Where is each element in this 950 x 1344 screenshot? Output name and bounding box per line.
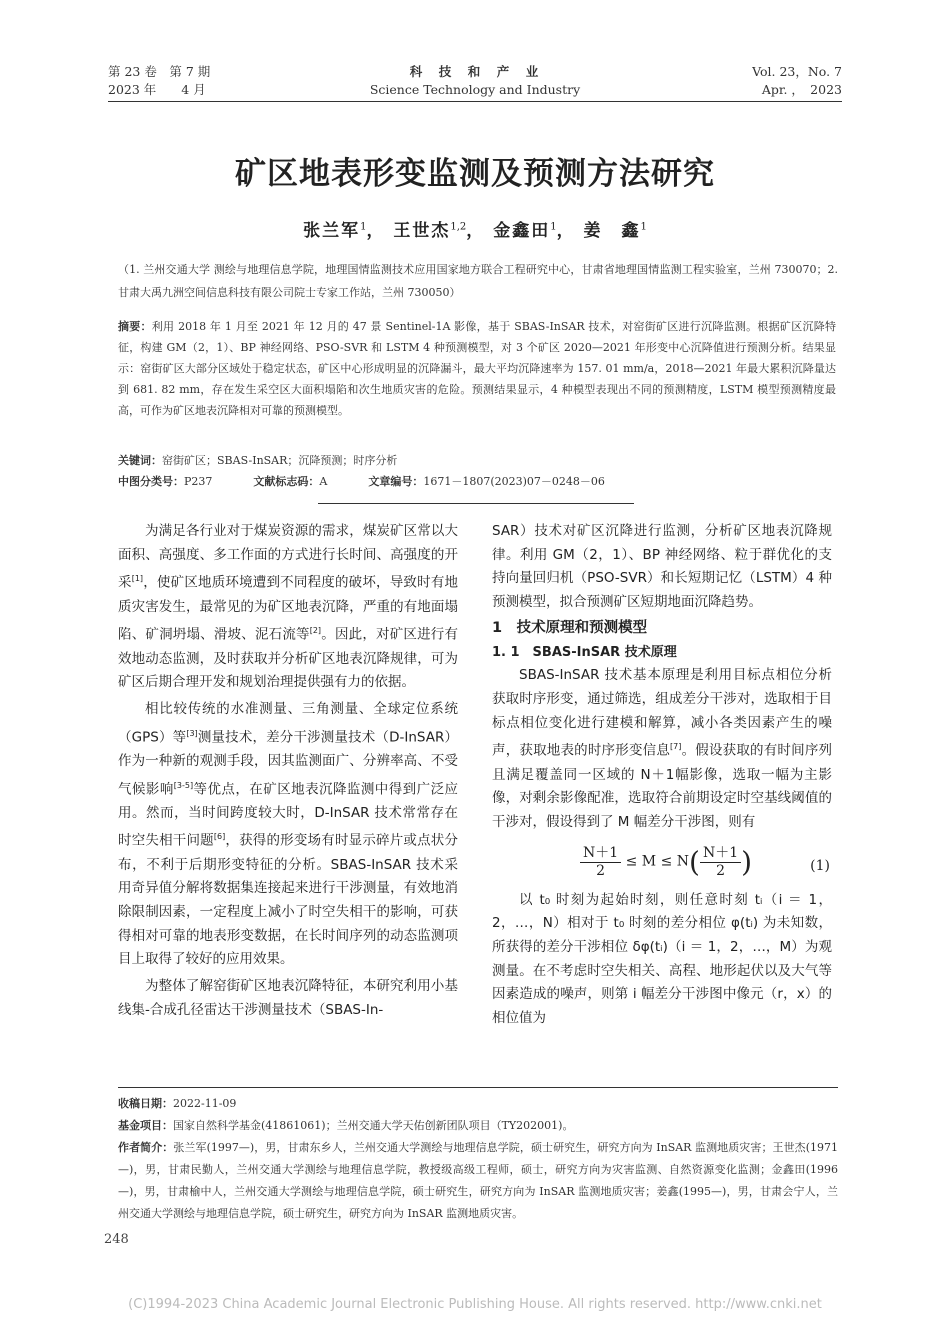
citation-ref: [1]	[131, 574, 144, 584]
body-paragraph	[118, 520, 458, 695]
author-name: 王世杰	[393, 221, 451, 241]
body-paragraph	[492, 520, 832, 615]
clc-label: 中图分类号：	[118, 475, 184, 488]
journal-name-en: Science Technology and Industry	[369, 82, 581, 97]
text-run: SAR）技术对矿区沉降进行监测，分析矿区地表沉降规律。利用 GM（2，1）、BP 神经网络、粒于群优化的支持向量回归机（PSO-SVR）和长短期记忆（LSTM）4 种预测模型，拟合预测矿区短期地面沉降趋势。	[492, 523, 832, 611]
text-run: ，使矿区地质环境遭到不同程度的破坏，导致时有地质灾害发生，最常见的为矿区地表沉降，严重的有地面塌陷、矿洞坍塌、滑坡、泥石流等	[118, 574, 459, 643]
bio-label: 作者简介：	[118, 1141, 174, 1154]
left-column	[118, 520, 458, 1023]
clc-value: P237	[184, 475, 213, 488]
equation-1	[492, 839, 832, 889]
text-run: 等优点，在矿区地表沉降监测中得到广泛应用。然而，当时间跨度较大时，D-InSAR 技术常常存在时空失相干问题	[118, 781, 459, 849]
bio-value: 张兰军(1997—)，男，甘肃东乡人，兰州交通大学测绘与地理信息学院，硕士研究生，研究方向为 InSAR 监测地质灾害；王世杰(1971—)，男，甘肃民勤人，兰州交通大学测绘与地理信息学院，教授级高级工程师，硕士，研究方向为灾害监测、自然资源变化监测；金鑫田(1996—)，男，甘肃榆中人，兰州交通大学测绘与地理信息学院，硕士研究生，研究方向为 InSAR 监测地质灾害；姜鑫(1995—)，男，甘肃会宁人，兰州交通大学测绘与地理信息学院，硕士研究生，研究方向为 InSAR 监测地质灾害。	[118, 1141, 839, 1220]
author-affil-mark: 1	[640, 221, 647, 233]
abstract-label: 摘要：	[118, 320, 152, 333]
received-label: 收稿日期：	[118, 1097, 173, 1110]
footnote-rule	[118, 1087, 838, 1088]
journal-name-cn: 科 技 和 产 业	[409, 64, 541, 79]
text-run: 。假设获取的有时间序列且满足覆盖同一区域的 N＋1幅影像，选取一幅为主影像，对剩余影像配准，选取符合前期设定时空基线阈值的干涉对，假设得到了 M 幅差分干涉图，则有	[492, 742, 833, 830]
doc-code-value: A	[319, 475, 328, 488]
eq-denominator: 2	[596, 862, 606, 879]
footnotes	[118, 1093, 838, 1225]
author-separator: ，	[366, 221, 386, 241]
paper-title: 矿区地表形变监测及预测方法研究	[235, 156, 715, 192]
keywords-line	[118, 450, 397, 471]
eq-denominator: 2	[716, 862, 726, 879]
fund-value: 国家自然科学基金(41861061)；兰州交通大学天佑创新团队项目（TY202001)。	[173, 1119, 574, 1132]
vol-no-en: Vol. 23，No. 7	[752, 64, 842, 79]
year-month: 2023 年 4 月	[108, 82, 206, 97]
abstract-rule	[318, 503, 634, 504]
affiliation: （1. 兰州交通大学 测绘与地理信息学院，地理国情监测技术应用国家地方联合工程研究中心，甘肃省地理国情监测工程实验室，兰州 730070；2. 甘肃大禹九洲空间信息科技有限公司院士专家工作站，兰州 730050）	[118, 263, 838, 299]
subsection-heading: 1. 1 SBAS-InSAR 技术原理	[492, 644, 677, 660]
eq-paren-close: )	[741, 845, 753, 879]
author-name: 金鑫田	[493, 221, 551, 241]
author-affil-mark: 1	[550, 221, 557, 233]
text-run: 以 t₀ 时刻为起始时刻，则任意时刻 tᵢ（i ＝ 1，2，…，N）相对于 t₀ 时刻的差分相位 φ(tᵢ) 为未知数，所获得的差分干涉相位 δφ(tᵢ)（i ＝ 1，2，…，M）为观测量。在不考虑时空失相关、高程、地形起伏以及大气等因素造成的噪声，则第 i 幅差分干涉图中像元（r，x）的相位值为	[492, 891, 832, 1027]
body-paragraph	[492, 889, 832, 1031]
text-run: ，获得的形变场有时显示碎片或点状分布，不利于后期形变特征的分析。SBAS-InSAR 技术采用奇异值分解将数据集连接起来进行干涉测量，有效地消除限制因素，一定程度上减小了时空失相干的影响，可获得相对可靠的地表形变数据，在长时间序列的动态监测项目上取得了较好的应用效果。	[118, 832, 459, 968]
text-run: SBAS-InSAR 技术基本原理是利用目标点相位分析获取时序形变，通过筛选，组成差分干涉对，选取相于目标点相位变化进行建模和解算，减小各类因素产生的噪声，获取地表的时序形变信息	[492, 667, 832, 759]
keywords-label: 关键词：	[118, 454, 162, 467]
author-list	[0, 216, 950, 241]
section-heading: 1 技术原理和预测模型	[492, 619, 648, 636]
abstract-text: 利用 2018 年 1 月至 2021 年 12 月的 47 景 Sentinel-1A 影像，基于 SBAS-InSAR 技术，对窑街矿区进行沉降监测。根据矿区沉降特征，构建 GM（2，1）、BP 神经网络、PSO-SVR 和 LSTM 4 种预测模型，对 3 个矿区 2020—2021 年形变中心沉降值进行预测分析。结果显示：窑街矿区大部分区域处于稳定状态，矿区中心形成明显的沉降漏斗，最大平均沉降速率为 157. 01 mm/a，2018—2021 年最大累积沉降量达到 681. 82 mm，存在发生采空区大面积塌陷和次生地质灾害的危险。预测结果显示，4 种模型表现出不同的预测精度，LSTM 模型预测精度最高，可作为矿区地表沉降相对可靠的预测模型。	[118, 320, 836, 417]
eq-fraction	[580, 845, 621, 880]
eq-relation: ≤ M ≤ N	[625, 853, 690, 870]
body-paragraph	[492, 664, 832, 834]
text-run: 为满足各行业对于煤炭资源的需求，煤炭矿区常以大面积、高强度、多工作面的方式进行长时间、高强度的开采	[118, 523, 458, 591]
author-name: 姜 鑫	[583, 221, 641, 241]
fund-info	[118, 1115, 838, 1137]
body-paragraph	[118, 698, 458, 972]
text-run: 测量技术，差分干涉测量技术（D-InSAR）作为一种新的观测手段，因其监测面广、分辨率高、不受气候影响	[118, 729, 458, 798]
received-value: 2022-11-09	[173, 1097, 237, 1110]
eq-numerator: N＋1	[580, 845, 621, 863]
eq-fraction	[700, 845, 741, 880]
page-number: 248	[104, 1232, 129, 1247]
copyright-footer: (C)1994-2023 China Academic Journal Electronic Publishing House. All rights reserved. http://www.cnki.net	[128, 1297, 822, 1312]
author-affil-mark: 1,2	[450, 221, 467, 233]
header-right	[752, 63, 842, 99]
header-rule	[108, 101, 842, 102]
author-bio	[118, 1137, 838, 1225]
date-en: Apr. ， 2023	[761, 82, 842, 97]
article-no-value: 1671－1807(2023)07－0248－06	[423, 475, 605, 488]
keywords-text: 窑街矿区；SBAS-InSAR；沉降预测；时序分析	[162, 454, 398, 467]
doc-code-label: 文献标志码：	[253, 475, 320, 488]
citation-ref: [3-5]	[173, 780, 194, 790]
volume-issue: 第 23 卷 第 7 期	[108, 64, 211, 79]
classification-line	[118, 471, 605, 492]
text-run: 。因此，对矿区进行有效地动态监测，及时获取并分析矿区地表沉降规律，可为矿区后期合理开发和规划治理提供强有力的依据。	[118, 626, 459, 691]
body-paragraph	[118, 975, 458, 1022]
eq-paren-open: (	[689, 845, 700, 879]
text-run: 为整体了解窑街矿区地表沉降特征，本研究利用小基线集-合成孔径雷达干涉测量技术（SBAS-In-	[118, 978, 458, 1018]
author-affil-mark: 1	[360, 221, 367, 233]
author-separator: ，	[466, 221, 486, 241]
right-column	[492, 520, 832, 1031]
abstract-block	[118, 316, 836, 421]
fund-label: 基金项目：	[118, 1119, 173, 1132]
received-date	[118, 1093, 838, 1115]
author-separator: ，	[556, 221, 576, 241]
equation-number: (1)	[810, 857, 830, 874]
eq-numerator: N＋1	[700, 845, 741, 863]
citation-ref: [2]	[309, 626, 322, 636]
citation-ref: [6]	[213, 832, 226, 842]
article-no-label: 文章编号：	[368, 475, 424, 488]
citation-ref: [7]	[670, 742, 682, 752]
author-name: 张兰军	[303, 221, 361, 241]
citation-ref: [3]	[186, 728, 198, 738]
text-run: 相比较传统的水准测量、三角测量、全球定位系统（GPS）等	[118, 700, 458, 746]
